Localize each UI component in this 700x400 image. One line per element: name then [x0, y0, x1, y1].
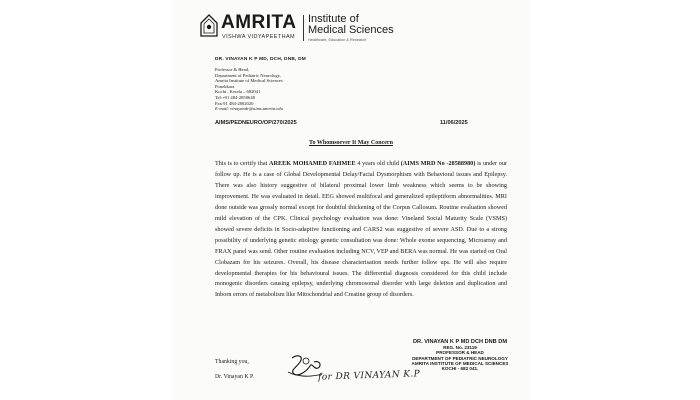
body-paragraph — [215, 159, 507, 301]
letter-heading: To Whomsoever It May Concern — [309, 140, 393, 146]
doctor-email: E-mail: vinayandr@aims.amrita.edu — [215, 106, 283, 112]
handwritten-note: for DR VINAYAN K.P — [317, 369, 421, 383]
body-age: 4 years old child — [355, 160, 401, 167]
address-line: Department of Pediatric Neurology, — [215, 72, 281, 78]
address-line: Professor & Head, — [215, 67, 250, 72]
address-line: Ponekkara — [215, 83, 235, 89]
doctor-name: DR. VINAYAN K P MD, DCH, DNB, DM — [215, 57, 306, 62]
amrita-seal-icon — [199, 14, 219, 38]
letter-sheet — [172, 0, 530, 400]
body-details: is under our follow up. He is a case of Global Developmental Delay/Facial Dysmorphism with Behavioral issues and Epilepsy. There was also history suggestive of bilateral proximal lower limb weakness which seems to be showing improvement. He was evaluated in detail. EEG showed multifocal and generalized epileptiform abnormalities. MRI done outside was grossly normal except for doubtful thickening of the Corpus Callosum. Routine evaluation showed mild elevation of the CPK. Clinical psychology evaluation was done: Vineland Social Maturity Scale (VSMS) showed severe deficits in Socio-adaptive functioning and CARS2 was suggestive of severe ASD. Due to a strong possibility of underlying genetic etiology genetic consultation was done: Whole exome sequencing, Microarray and FRAX panel was send. Other routine evaluation including NCV, VEP and BERA was normal. He was started on Oral Clobazam for his seizures. Overall, his disease characterisation needs further follow ups. He will also require developmental therapies for his behavioural issues. The differential diagnosis considered for this child include monogenic disorders causing epilepsy, underlying chromosomal disorder with large deletion and duplication and Inborn errors of metabolism like Mitochondrial and Creatine group of disorders. — [215, 160, 508, 299]
brand-subtitle: VISHWA VIDYAPEETHAM — [222, 34, 296, 40]
closing — [215, 355, 254, 385]
patient-mrd: (AIMS MRD No -28588980) — [400, 160, 476, 167]
patient-name: AREEK MOHAMED FAHMEE — [269, 160, 356, 167]
address-line: Amrita Institute of Medical Sciences — [215, 78, 283, 84]
stamp-line: KOCHI - 682 041. — [441, 366, 479, 372]
stamp-line: DEPARTMENT OF PEDIATRIC NEUROLOGY — [412, 355, 508, 361]
closing-thanks: Thanking you, — [215, 359, 249, 365]
letterhead — [199, 12, 519, 48]
stamp-line: PROFESSOR & HEAD — [436, 350, 484, 356]
address-line: Tel:+91 484-2850648 — [215, 94, 255, 100]
stamp-line: AMRITA INSTITUTE OF MEDICAL SCIENCES — [411, 360, 509, 366]
institute-tagline: Healthcare, Education & Research — [308, 38, 367, 42]
reference-number: AIMS/PEDNEURO/OP/270/2025 — [215, 120, 297, 126]
letter-date: 11/06/2025 — [440, 120, 468, 126]
brand-name: AMRITA — [221, 12, 297, 33]
letter-body — [215, 159, 507, 301]
closing-signatory: Dr. Vinayan K P. — [215, 374, 254, 380]
doctor-address — [215, 67, 283, 112]
doctor-stamp — [393, 340, 527, 371]
institute-line-1: Institute of — [308, 13, 359, 25]
stamp-line: REG. No. 23119 — [443, 345, 477, 351]
letterhead-divider — [303, 15, 304, 41]
body-intro: This is to certify that — [215, 160, 270, 167]
stamp-line: DR. VINAYAN K P MD DCH DNB DM — [413, 339, 507, 345]
institute-line-2: Medical Sciences — [308, 24, 394, 36]
address-line: Fax:91 484-2802020 — [215, 100, 254, 106]
institute-name — [308, 14, 394, 36]
address-line: Kochi , Kerala – 682041 — [215, 89, 261, 95]
